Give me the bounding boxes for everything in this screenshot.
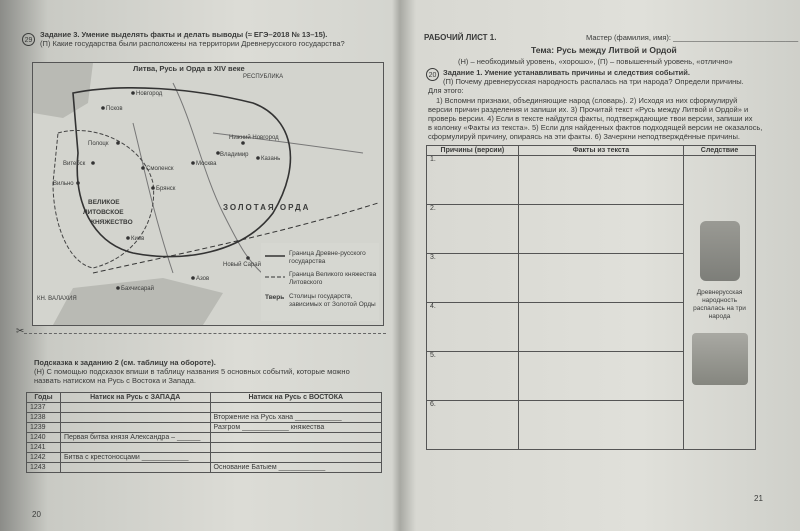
- facts-cell[interactable]: [518, 156, 683, 205]
- page-number-left: 20: [32, 510, 41, 519]
- cell-year: 1243: [27, 463, 61, 473]
- cell-east[interactable]: [210, 403, 381, 413]
- header-consequence: Следствие: [684, 146, 756, 156]
- cell-west[interactable]: [60, 443, 210, 453]
- map-label-principality: КНЯЖЕСТВО: [91, 219, 133, 226]
- map-label-bryansk: Брянск: [156, 186, 176, 192]
- table-row: [27, 453, 382, 463]
- map-label-kiev: Киев: [131, 236, 145, 242]
- map-label-moscow: Москва: [196, 161, 217, 167]
- page-number-right: 21: [754, 494, 763, 503]
- consequence-text: Древнерусская народность распалась на три народа: [693, 288, 746, 320]
- task3-question: (П) Какие государства были расположены на территории Древнерусского государства?: [40, 39, 345, 48]
- hint-title: Подсказка к заданию 2 (см. таблицу на обороте).: [34, 358, 216, 367]
- map-label-azov: Азов: [196, 276, 210, 282]
- map-label-nizhny: Нижний Новгород: [229, 135, 279, 141]
- legend-old-border: Граница Древне-русского государства: [289, 250, 366, 265]
- levels-note: (Н) – необходимый уровень, «хорошо», (П) – повышенный уровень, «отлично»: [458, 57, 733, 66]
- cell-west[interactable]: [60, 423, 210, 433]
- master-label: Мастер (фамилия, имя): ______________________________: [586, 33, 799, 42]
- table-row: [27, 433, 382, 443]
- topic-title: Тема: Русь между Литвой и Ордой: [531, 45, 677, 55]
- map-label-vitebsk: Витебск: [63, 161, 86, 167]
- table-header-row: [27, 393, 382, 403]
- map-label-republic: РЕСПУБЛИКА: [243, 74, 284, 80]
- legend-lithuania-border: Граница Великого княжества Литовского: [289, 271, 377, 286]
- cell-east[interactable]: Основание Батыем ____________: [210, 463, 381, 473]
- cell-west[interactable]: Первая битва князя Александра – ______: [60, 433, 210, 443]
- map-label-polotsk: Полоцк: [88, 141, 109, 147]
- table-row: [27, 413, 382, 423]
- cause-cell[interactable]: 3.: [427, 254, 519, 303]
- facts-cell[interactable]: [518, 205, 683, 254]
- task1-title: Задание 1. Умение устанавливать причины и следствия событий.: [443, 68, 690, 77]
- hint-text-2: назвать натиском на Русь с Востока и Запада.: [34, 376, 196, 385]
- left-page: [14, 0, 386, 531]
- cause-cell[interactable]: 5.: [427, 352, 519, 401]
- header-causes: Причины (версии): [427, 146, 519, 156]
- consequence-cell: [684, 156, 756, 450]
- task3-badge: 29: [22, 33, 35, 46]
- cell-year: 1238: [27, 413, 61, 423]
- table-row: [27, 403, 382, 413]
- legend-capital-text: Столицы государств, зависимых от Золотой Орды: [289, 293, 376, 308]
- cell-west[interactable]: [60, 463, 210, 473]
- map-title: Литва, Русь и Орда в XIV веке: [133, 64, 245, 73]
- cell-east[interactable]: [210, 433, 381, 443]
- map-label-bakhchisaray: Бахчисарай: [121, 286, 154, 292]
- map-label-novgorod: Новгород: [136, 91, 163, 97]
- cell-west[interactable]: Битва с крестоносцами ____________: [60, 453, 210, 463]
- map-label-sarai: Новый Сарай: [223, 262, 261, 268]
- header-west: Натиск на Русь с ЗАПАДА: [60, 393, 210, 403]
- header-facts: Факты из текста: [518, 146, 683, 156]
- facts-cell[interactable]: [518, 352, 683, 401]
- instruction-line: версии причин разделения и запиши их. 3) Прочитай текст «Русь между Литвой и Ордой» и: [428, 105, 749, 114]
- table-row: [27, 423, 382, 433]
- header-years: Годы: [27, 393, 61, 403]
- table-row: [27, 443, 382, 453]
- hint-text-1: (Н) С помощью подсказок впиши в таблицу названия 5 основных событий, которые можно: [34, 367, 350, 376]
- cell-east[interactable]: Разгром ____________ княжества: [210, 423, 381, 433]
- facts-cell[interactable]: [518, 401, 683, 450]
- instruction-line: 1) Вспомни признаки, объединяющие народ (словарь). 2) Исходя из них сформулируй: [436, 96, 738, 105]
- map-label-pskov: Псков: [106, 106, 123, 112]
- table-row: [27, 463, 382, 473]
- instruction-line: сформулируй причину, опираясь на эти факты. 6) Зачеркни неподтверждённые причины.: [428, 132, 740, 141]
- scissors-icon: ✂: [16, 326, 25, 337]
- task1-question: (П) Почему древнерусская народность распалась на три народа? Определи причины.: [443, 77, 744, 86]
- facts-cell[interactable]: [518, 254, 683, 303]
- table-header-row: [427, 146, 756, 156]
- events-table: [26, 392, 382, 473]
- map-label-kazan: Казань: [261, 156, 281, 162]
- task1-badge: 20: [426, 68, 439, 81]
- cell-year: 1242: [27, 453, 61, 463]
- for-this-label: Для этого:: [428, 86, 464, 95]
- legend-capital-label: Тверь: [265, 294, 285, 301]
- cell-east[interactable]: [210, 453, 381, 463]
- cell-year: 1239: [27, 423, 61, 433]
- cell-east[interactable]: [210, 443, 381, 453]
- cell-west[interactable]: [60, 403, 210, 413]
- cell-year: 1237: [27, 403, 61, 413]
- cause-cell[interactable]: 6.: [427, 401, 519, 450]
- map-label-smolensk: Смоленск: [146, 166, 174, 172]
- cell-west[interactable]: [60, 413, 210, 423]
- right-page: [396, 0, 799, 531]
- cause-cell[interactable]: 2.: [427, 205, 519, 254]
- portrait-illustration: [700, 221, 740, 281]
- cell-year: 1240: [27, 433, 61, 443]
- causes-table: [426, 145, 756, 450]
- people-illustration: [692, 333, 748, 385]
- sheet-title: РАБОЧИЙ ЛИСТ 1.: [424, 33, 497, 42]
- cell-year: 1241: [27, 443, 61, 453]
- instruction-line: проверь версии. 4) Если в тексте найдутся факты, подтверждающие твои версии, запиши их: [428, 114, 753, 123]
- map-label-hungary: КН. ВАЛАХИЯ: [37, 296, 77, 302]
- map-label-grand: ВЕЛИКОЕ: [88, 199, 120, 206]
- instruction-line: в колонку «Факты из текста». 5) Если для найденных фактов подходящей версии не оказалось,: [428, 123, 763, 132]
- map-figure: [32, 62, 384, 326]
- cut-line: [24, 333, 386, 334]
- task3-title: Задание 3. Умение выделять факты и делать выводы (≈ ЕГЭ–2018 № 13–15).: [40, 30, 328, 39]
- cause-cell[interactable]: 1.: [427, 156, 519, 205]
- table-row: [427, 156, 756, 205]
- map-label-vladimir: Владимир: [220, 152, 249, 158]
- facts-cell[interactable]: [518, 303, 683, 352]
- cell-east[interactable]: Вторжение на Русь хана ____________: [210, 413, 381, 423]
- map-label-lithuania: ЛИТОВСКОЕ: [83, 209, 124, 216]
- header-east: Натиск на Русь с ВОСТОКА: [210, 393, 381, 403]
- map-label-vilno: Вильно: [53, 181, 74, 187]
- cause-cell[interactable]: 4.: [427, 303, 519, 352]
- map-label-horde: ЗОЛОТАЯ ОРДА: [223, 203, 311, 212]
